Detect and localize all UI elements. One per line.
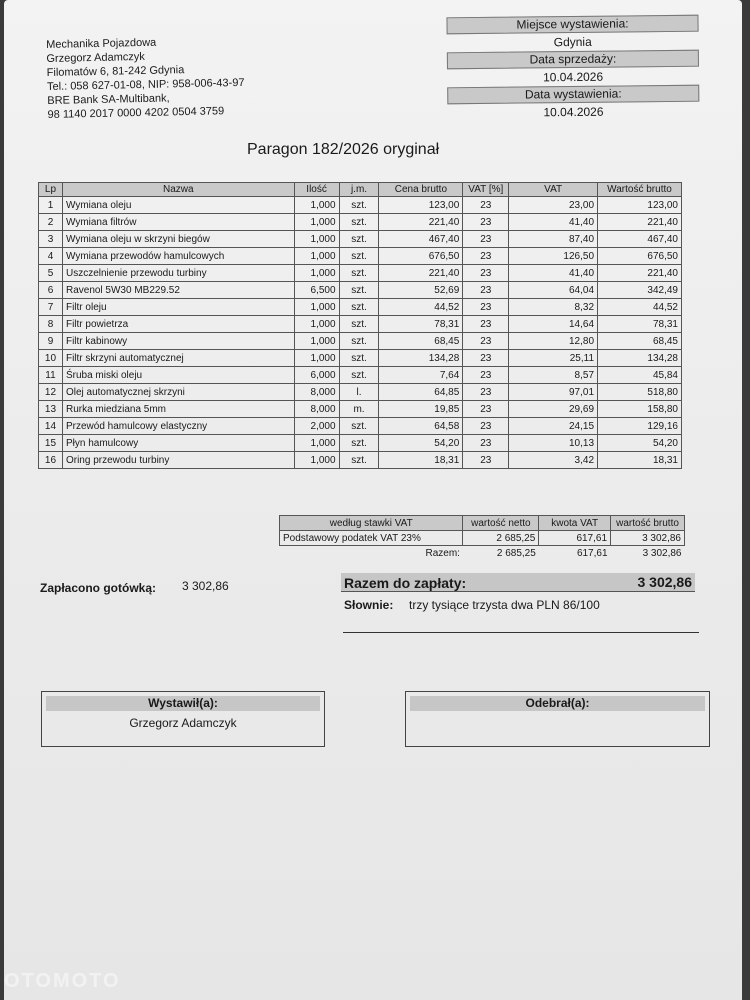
cell-vat-rate: 23: [463, 452, 509, 469]
cell-name: Wymiana oleju: [62, 197, 294, 214]
cell-name: Śruba miski oleju: [62, 367, 294, 384]
cell-vat: 64,04: [509, 282, 598, 299]
cell-qty: 8,000: [294, 384, 339, 401]
header-vat: VAT: [509, 183, 598, 197]
cell-gross-value: 134,28: [598, 350, 682, 367]
cell-vat-rate: 23: [463, 350, 509, 367]
cell-qty: 1,000: [294, 435, 339, 452]
cell-vat-rate: 23: [463, 299, 509, 316]
cell-vat: 8,57: [509, 367, 598, 384]
cell-unit: szt.: [339, 265, 379, 282]
cell-gross-value: 158,80: [598, 401, 682, 418]
cell-vat: 97,01: [509, 384, 598, 401]
cell-qty: 1,000: [294, 231, 339, 248]
otomoto-watermark: OTOMOTO: [4, 970, 121, 992]
table-row: [39, 435, 682, 452]
vat-rate-name: Podstawowy podatek VAT 23%: [280, 531, 463, 546]
table-row: [39, 333, 682, 350]
cell-gross-value: 676,50: [598, 248, 682, 265]
seller-line: Mechanika Pojazdowa: [46, 36, 157, 51]
table-row: [39, 401, 682, 418]
cell-vat: 12,80: [509, 333, 598, 350]
cell-vat: 126,50: [509, 248, 598, 265]
seller-line: 98 1140 2017 0000 4202 0504 3759: [47, 105, 225, 121]
in-words-label: Słownie:: [344, 598, 394, 612]
cell-name: Przewód hamulcowy elastyczny: [62, 418, 294, 435]
issuer-label: Wystawił(a):: [46, 696, 320, 711]
cell-qty: 1,000: [294, 214, 339, 231]
cell-unit: szt.: [339, 435, 379, 452]
cell-gross-value: 44,52: [598, 299, 682, 316]
vat-summary-table: [279, 515, 685, 560]
cell-vat: 87,40: [509, 231, 598, 248]
cell-vat: 41,40: [509, 265, 598, 282]
vat-total-net: 2 685,25: [496, 547, 536, 559]
cell-unit: szt.: [339, 299, 379, 316]
cell-gross-value: 129,16: [598, 418, 682, 435]
cell-gross-price: 52,69: [379, 282, 463, 299]
cell-unit: szt.: [339, 214, 379, 231]
cell-lp: 15: [39, 435, 63, 452]
cell-name: Rurka miedziana 5mm: [62, 401, 294, 418]
cell-gross-value: 467,40: [598, 231, 682, 248]
place-label: Miejsce wystawienia:: [446, 15, 698, 35]
vat-header-net: wartość netto: [463, 516, 539, 531]
cell-qty: 1,000: [294, 316, 339, 333]
cell-lp: 7: [39, 299, 63, 316]
cell-gross-value: 45,84: [598, 367, 682, 384]
cell-lp: 1: [39, 197, 63, 214]
cell-unit: szt.: [339, 316, 379, 333]
cell-vat-rate: 23: [463, 197, 509, 214]
issuer-signature-box: [41, 691, 325, 747]
vat-header-rate: według stawki VAT: [280, 516, 463, 531]
cell-gross-value: 18,31: [598, 452, 682, 469]
seller-line: BRE Bank SA-Multibank,: [47, 92, 170, 107]
cell-name: Wymiana przewodów hamulcowych: [62, 248, 294, 265]
cell-vat-rate: 23: [463, 214, 509, 231]
cell-vat: 25,11: [509, 350, 598, 367]
cell-gross-value: 518,80: [598, 384, 682, 401]
vat-total-gross: 3 302,86: [642, 547, 682, 559]
seller-line: Tel.: 058 627-01-08, NIP: 958-006-43-97: [46, 76, 245, 93]
cell-lp: 12: [39, 384, 63, 401]
cell-gross-price: 44,52: [379, 299, 463, 316]
document-meta: [446, 15, 699, 123]
cell-lp: 9: [39, 333, 63, 350]
header-vat-rate: VAT [%]: [463, 183, 509, 197]
cell-qty: 1,000: [294, 452, 339, 469]
cell-gross-value: 78,31: [598, 316, 682, 333]
paid-cash-value: 3 302,86: [182, 579, 229, 593]
cell-vat-rate: 23: [463, 248, 509, 265]
table-row: [39, 248, 682, 265]
cell-gross-price: 19,85: [379, 401, 463, 418]
sale-date-label: Data sprzedaży:: [447, 50, 699, 70]
cell-lp: 4: [39, 248, 63, 265]
cell-qty: 6,500: [294, 282, 339, 299]
cell-gross-price: 221,40: [379, 214, 463, 231]
cell-unit: szt.: [339, 418, 379, 435]
cell-gross-value: 54,20: [598, 435, 682, 452]
cell-qty: 1,000: [294, 265, 339, 282]
cell-qty: 6,000: [294, 367, 339, 384]
cell-name: Wymiana oleju w skrzyni biegów: [62, 231, 294, 248]
cell-unit: szt.: [339, 367, 379, 384]
issue-date-label: Data wystawienia:: [447, 85, 699, 105]
vat-total-row: [280, 546, 685, 561]
cell-gross-value: 123,00: [598, 197, 682, 214]
cell-gross-price: 68,45: [379, 333, 463, 350]
cell-gross-price: 7,64: [379, 367, 463, 384]
seller-line: Filomatów 6, 81-242 Gdynia: [46, 64, 185, 79]
cell-vat-rate: 23: [463, 384, 509, 401]
cell-vat: 14,64: [509, 316, 598, 333]
cell-gross-value: 221,40: [598, 214, 682, 231]
vat-gross: 3 302,86: [611, 531, 685, 546]
cell-vat-rate: 23: [463, 435, 509, 452]
vat-row: [280, 531, 685, 546]
vat-header-amount: kwota VAT: [539, 516, 611, 531]
header-qty: Ilość: [294, 183, 339, 197]
cell-lp: 8: [39, 316, 63, 333]
table-row: [39, 367, 682, 384]
cell-vat-rate: 23: [463, 418, 509, 435]
cell-qty: 2,000: [294, 418, 339, 435]
cell-qty: 1,000: [294, 299, 339, 316]
table-row: [39, 418, 682, 435]
cell-gross-price: 221,40: [379, 265, 463, 282]
header-gross-price: Cena brutto: [379, 183, 463, 197]
items-table: [38, 182, 682, 469]
cell-vat: 29,69: [509, 401, 598, 418]
cell-lp: 16: [39, 452, 63, 469]
cell-vat-rate: 23: [463, 231, 509, 248]
seller-info: [46, 34, 245, 122]
cell-lp: 11: [39, 367, 63, 384]
cell-vat: 10,13: [509, 435, 598, 452]
vat-net: 2 685,25: [463, 531, 539, 546]
cell-qty: 8,000: [294, 401, 339, 418]
table-row: [39, 265, 682, 282]
cell-qty: 1,000: [294, 197, 339, 214]
cell-name: Płyn hamulcowy: [62, 435, 294, 452]
seller-line: Grzegorz Adamczyk: [46, 50, 145, 65]
table-row: [39, 214, 682, 231]
cell-lp: 14: [39, 418, 63, 435]
cell-name: Olej automatycznej skrzyni: [62, 384, 294, 401]
cell-unit: szt.: [339, 333, 379, 350]
cell-vat-rate: 23: [463, 316, 509, 333]
document-title: Paragon 182/2026 oryginał: [247, 141, 440, 158]
sale-date-value: 10.04.2026: [542, 69, 604, 85]
cell-vat-rate: 23: [463, 265, 509, 282]
cell-unit: szt.: [339, 248, 379, 265]
table-row: [39, 350, 682, 367]
vat-total-amount: 617,61: [576, 547, 608, 559]
vat-total-label: Razem:: [425, 547, 460, 559]
cell-qty: 1,000: [294, 350, 339, 367]
cell-vat-rate: 23: [463, 367, 509, 384]
vat-header-row: [280, 516, 685, 531]
cell-vat-rate: 23: [463, 401, 509, 418]
cell-lp: 6: [39, 282, 63, 299]
cell-unit: szt.: [339, 231, 379, 248]
cell-name: Uszczelnienie przewodu turbiny: [62, 265, 294, 282]
place-value: Gdynia: [553, 34, 592, 50]
total-due-value: 3 302,86: [637, 574, 692, 590]
header-name: Nazwa: [62, 183, 294, 197]
cell-gross-price: 18,31: [379, 452, 463, 469]
cell-unit: l.: [339, 384, 379, 401]
cell-name: Oring przewodu turbiny: [62, 452, 294, 469]
items-header-row: [39, 183, 682, 197]
cell-name: Filtr powietrza: [62, 316, 294, 333]
cell-vat: 3,42: [509, 452, 598, 469]
table-row: [39, 197, 682, 214]
cell-gross-price: 467,40: [379, 231, 463, 248]
cell-gross-value: 342,49: [598, 282, 682, 299]
cell-gross-price: 676,50: [379, 248, 463, 265]
cell-vat-rate: 23: [463, 333, 509, 350]
cell-name: Filtr kabinowy: [62, 333, 294, 350]
in-words-value: trzy tysiące trzysta dwa PLN 86/100: [409, 598, 600, 612]
header-lp: Lp: [39, 183, 63, 197]
table-row: [39, 282, 682, 299]
vat-amount: 617,61: [539, 531, 611, 546]
cell-gross-price: 54,20: [379, 435, 463, 452]
cell-vat: 24,15: [509, 418, 598, 435]
cell-qty: 1,000: [294, 248, 339, 265]
issuer-name: Grzegorz Adamczyk: [129, 716, 237, 730]
table-row: [39, 452, 682, 469]
cell-gross-price: 64,58: [379, 418, 463, 435]
cell-name: Filtr oleju: [62, 299, 294, 316]
cell-vat: 41,40: [509, 214, 598, 231]
divider-line: [343, 632, 699, 633]
receiver-signature-box: [405, 691, 710, 747]
cell-lp: 10: [39, 350, 63, 367]
cell-gross-price: 64,85: [379, 384, 463, 401]
paid-cash-label: Zapłacono gotówką:: [40, 581, 157, 595]
cell-vat: 23,00: [509, 197, 598, 214]
cell-vat-rate: 23: [463, 282, 509, 299]
total-due-label: Razem do zapłaty:: [344, 575, 467, 591]
cell-gross-value: 68,45: [598, 333, 682, 350]
cell-unit: szt.: [339, 282, 379, 299]
cell-lp: 5: [39, 265, 63, 282]
vat-header-gross: wartość brutto: [611, 516, 685, 531]
cell-unit: szt.: [339, 452, 379, 469]
cell-vat: 8,32: [509, 299, 598, 316]
header-unit: j.m.: [339, 183, 379, 197]
cell-lp: 3: [39, 231, 63, 248]
issue-date-value: 10.04.2026: [543, 104, 604, 120]
receiver-label: Odebrał(a):: [410, 696, 705, 711]
cell-lp: 13: [39, 401, 63, 418]
cell-name: Ravenol 5W30 MB229.52: [62, 282, 294, 299]
table-row: [39, 316, 682, 333]
header-gross-value: Wartość brutto: [598, 183, 682, 197]
cell-gross-price: 134,28: [379, 350, 463, 367]
cell-unit: szt.: [339, 197, 379, 214]
cell-gross-value: 221,40: [598, 265, 682, 282]
cell-gross-price: 78,31: [379, 316, 463, 333]
table-row: [39, 299, 682, 316]
cell-lp: 2: [39, 214, 63, 231]
cell-unit: m.: [339, 401, 379, 418]
table-row: [39, 384, 682, 401]
cell-name: Filtr skrzyni automatycznej: [62, 350, 294, 367]
items-body: [39, 197, 682, 469]
cell-name: Wymiana filtrów: [62, 214, 294, 231]
cell-gross-price: 123,00: [379, 197, 463, 214]
cell-qty: 1,000: [294, 333, 339, 350]
total-due: [341, 573, 695, 592]
table-row: [39, 231, 682, 248]
cell-unit: szt.: [339, 350, 379, 367]
